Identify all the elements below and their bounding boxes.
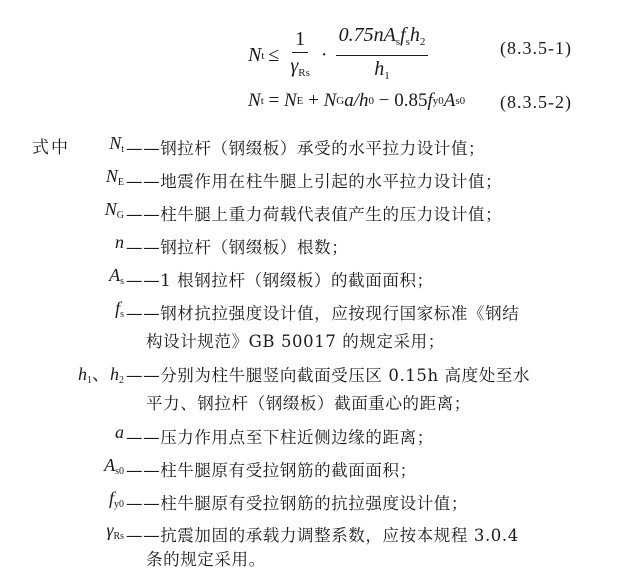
definition-nt: ——钢拉杆（钢缀板）承受的水平拉力设计值； [126,139,486,158]
eq1-frac2-num-c: h [409,24,420,46]
eq1-frac2-den-sub: 1 [384,70,390,82]
symbol-ng: $N_G$ [104,199,124,221]
symbol-fy0: $f_{y0}$ [108,488,124,510]
eq1-frac2-numerator [336,24,429,56]
eq2-term-h-sub: 0 [368,95,375,107]
eq2-equals: = [263,90,284,111]
eq1-relation: ≤ [268,44,280,66]
eq1-fraction-1 [287,28,313,84]
eq1-frac2-num-a-sub: s [395,36,401,48]
symbol-as: $A_s$ [109,265,124,287]
eq2-term-ng-sub: G [336,95,345,107]
symbol-n: n [115,232,124,252]
definition-gamma-rs: ——抗震加固的承载力调整系数，应按本规程 3.0.4 [126,526,519,545]
eq2-lhs-sub: t [260,95,264,107]
eq1-frac1-den-symbol: γ [290,54,299,77]
symbol-h1-h2: $h_1$、$h_2$ [78,364,124,386]
eq1-frac2-den-symbol: h [374,58,385,80]
eq1-fraction-2 [336,24,429,87]
symbol-ne: $N_E$ [105,166,124,188]
equation-number-1: (8.3.5-1) [500,38,572,58]
eq1-lhs-sub: t [261,49,265,62]
definition-fs-continued: 构设计规范》GB 50017 的规定采用； [146,332,445,351]
definition-n: ——钢拉杆（钢缀板）根数； [126,238,349,257]
symbol-fs: $f_s$ [115,298,124,320]
eq2-term-f-sub: y0 [432,95,444,107]
eq1-frac2-num-c-sub: 2 [419,36,426,48]
eq2-term-a-over-h: a/h [344,90,369,111]
eq1-frac1-den-sub: Rs [298,66,310,79]
definition-as0: ——柱牛腿原有受拉钢筋的截面面积； [126,461,417,480]
definition-gamma-rs-continued: 条的规定采用。 [146,550,266,569]
eq1-frac1-numerator: 1 [292,28,308,53]
eq2-lhs: N [248,90,261,111]
eq1-frac1-denominator [287,53,313,84]
where-label: 式中 [32,138,70,158]
definition-ng: ——柱牛腿上重力荷载代表值产生的压力设计值； [126,205,503,224]
definition-h1-h2: ——分别为柱牛腿竖向截面受压区 0.15h 高度处至水 [126,366,531,385]
equation-8-3-5-1 [248,24,432,87]
definition-a: ——压力作用点至下柱近侧边缘的距离； [126,428,434,447]
eq1-frac2-num-a: 0.75nA [338,24,396,46]
eq2-term-ne-sub: E [296,95,304,107]
eq1-lhs: N [248,44,262,66]
eq1-frac2-num-b-sub: s [405,36,410,48]
eq2-term-a: A [443,90,456,111]
definition-ne: ——地震作用在柱牛腿上引起的水平拉力设计值； [126,172,503,191]
definition-fs: ——钢材抗拉强度设计值，应按现行国家标准《钢结 [126,304,520,323]
eq2-term-a-sub: s0 [455,95,466,107]
symbol-as0: $A_{s0}$ [104,455,124,477]
definition-fy0: ——柱牛腿原有受拉钢筋的抗拉强度设计值； [126,494,468,513]
eq2-term-ne: N [283,90,297,111]
equation-8-3-5-2 [248,90,465,112]
eq2-term-ng: N [323,90,337,111]
eq1-frac2-num-b: f [400,24,406,46]
definition-h1-h2-continued: 平力、钢拉杆（钢缀板）截面重心的距离； [146,394,471,413]
eq1-frac2-denominator [371,56,393,87]
symbol-nt: $N_t$ [109,133,124,155]
eq2-minus-coefficient: − 0.85 [374,90,428,111]
equation-number-2: (8.3.5-2) [500,92,572,112]
symbol-gamma-rs: $\gamma_{Rs}$ [106,520,124,542]
eq2-term-f: f [427,90,433,111]
symbol-a: a [115,422,124,442]
eq2-plus: + [303,90,324,111]
eq1-dot: · [320,44,328,66]
definition-as: ——1 根钢拉杆（钢缀板）的截面面积； [126,271,434,290]
